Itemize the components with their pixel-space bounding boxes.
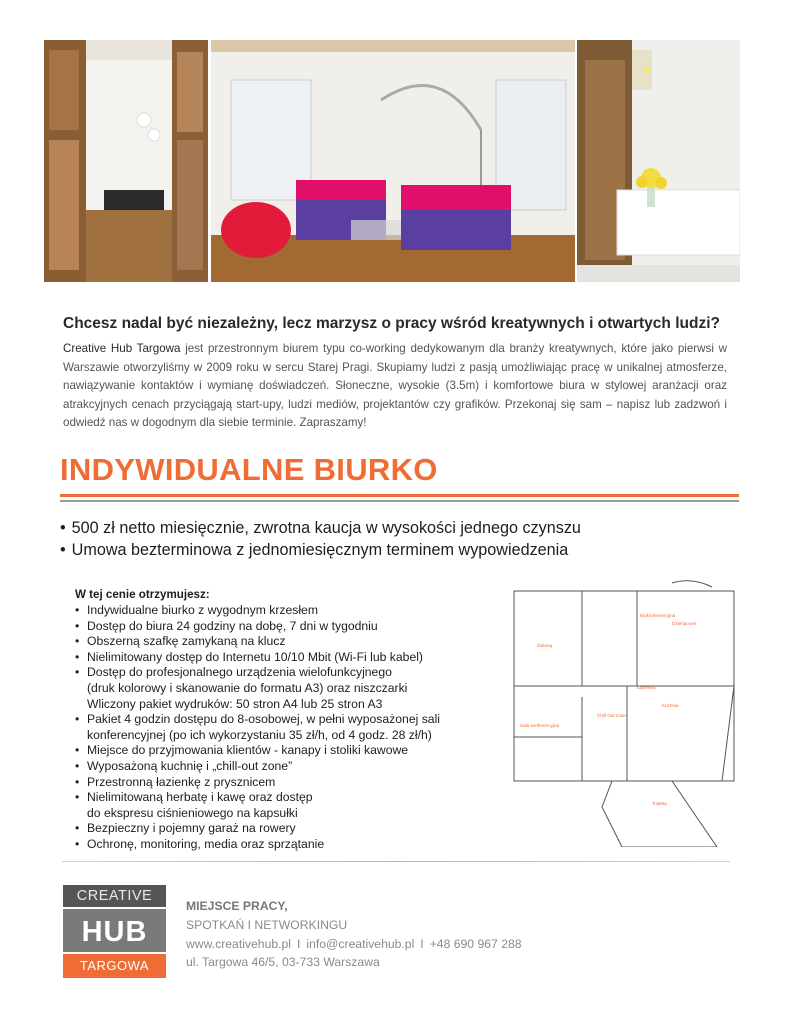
plan-label: Sala konferencyjna xyxy=(520,723,560,728)
list-item: • Ochronę, monitoring, media oraz sprzątanie xyxy=(75,837,485,853)
list-item: • Indywidualne biurko z wygodnym krzesłem xyxy=(75,603,485,619)
divider-orange xyxy=(60,494,739,497)
footer-divider xyxy=(62,861,730,862)
list-item: • Dostęp do biura 24 godziny na dobę, 7 dni w tygodniu xyxy=(75,619,485,635)
list-item: • Przestronną łazienkę z prysznicem xyxy=(75,775,485,791)
logo-targowa: TARGOWA xyxy=(63,954,166,978)
intro-body: jest przestronnym biurem typu co-working dedykowanym dla branży kreatywnych, które jako pierwsi w Warszawie otworzyliśmy w 2009 roku w sercu Starej Pragi. Skupiamy ludzi z pasją umożliwiając pracę w unikalnej atmosferze, nawiązywanie kontaktów i wymianę doświadczeń. Słoneczne, wysokie (3.5m) i komfortowe biura w stylowej aranżacji oraz atrakcyjnych cenach przyciągają start-upy, ludzi mediów, projektantów czy grafików. Przekonaj się sam – napisz lub zadzwoń i odwiedź nas w dogodnym dla siebie terminie. Zapraszamy! xyxy=(63,342,727,429)
intro-headline: Chcesz nadal być niezależny, lecz marzysz o pracy wśród kreatywnych i otwartych ludzi? xyxy=(63,315,720,332)
lounge-red-sofas-photo xyxy=(211,40,575,282)
intro-paragraph xyxy=(63,340,727,433)
list-item: • Bezpieczny i pojemny garaż na rowery xyxy=(75,821,485,837)
plan-label: Chill Out zone xyxy=(597,713,626,718)
contract-bullet: • Umowa bezterminowa z jednomiesięcznym terminem wypowiedzenia xyxy=(60,539,581,561)
plan-label: Biokonferencyjna xyxy=(640,613,676,618)
divider-gray xyxy=(60,500,739,502)
list-item: • Miejsce do przyjmowania klientów - kanapy i stoliki kawowe xyxy=(75,743,485,759)
price-bullets xyxy=(60,517,581,561)
footer-title: MIEJSCE PRACY, xyxy=(186,899,288,913)
list-item: • Nielimitowany dostęp do Internetu 10/10 Mbit (Wi-Fi lub kabel) xyxy=(75,650,485,666)
kitchen-table-photo xyxy=(577,40,740,282)
logo-creative: CREATIVE xyxy=(63,885,166,907)
section-title: INDYWIDUALNE BIURKO xyxy=(60,452,438,487)
phone-link[interactable]: +48 690 967 288 xyxy=(429,936,522,951)
floor-plan xyxy=(512,577,740,847)
list-item: • Nielimitowaną herbatę i kawę oraz dostęp do ekspresu ciśnieniowego na kapsułki xyxy=(75,790,485,821)
office-door-photo xyxy=(44,40,208,282)
address: ul. Targowa 46/5, 03-733 Warszawa xyxy=(186,955,380,970)
plan-label: Dzieńpocek xyxy=(672,621,697,626)
plan-label: Zieloną xyxy=(537,643,553,648)
separator: I xyxy=(420,936,424,951)
brand-name: Creative Hub Targowa xyxy=(63,342,181,355)
footer-contact xyxy=(186,897,522,972)
plan-label: Łazienka xyxy=(637,685,656,690)
separator: I xyxy=(297,936,301,951)
price-bullet: • 500 zł netto miesięcznie, zwrotna kaucja w wysokości jednego czynszu xyxy=(60,517,581,539)
website-link[interactable]: www.creativehub.pl xyxy=(186,936,291,951)
list-item: • Pakiet 4 godzin dostępu do 8-osobowej, w pełni wyposażonej sali konferencyjnej (po ich wykorzystaniu 35 zł/h, od 4 godz. 28 zł/h) xyxy=(75,712,485,743)
email-link[interactable]: info@creativehub.pl xyxy=(306,936,415,951)
included-list xyxy=(75,603,485,853)
plan-label: Toaleta xyxy=(652,801,667,806)
list-item: • Obszerną szafkę zamykaną na klucz xyxy=(75,634,485,650)
included-title: W tej cenie otrzymujesz: xyxy=(75,588,210,601)
logo-hub: HUB xyxy=(63,907,166,954)
footer-subtitle: SPOTKAŃ I NETWORKINGU xyxy=(186,917,348,932)
plan-label: Kuchnia xyxy=(662,703,679,708)
footer-contact-line xyxy=(186,935,522,954)
creative-hub-logo xyxy=(63,885,166,980)
list-item: • Dostęp do profesjonalnego urządzenia wielofunkcyjnego (druk kolorowy i skanowanie do formatu A3) oraz niszczarki Wliczony pakiet wydruków: 50 stron A4 lub 25 stron A3 xyxy=(75,665,485,712)
list-item: • Wyposażoną kuchnię i „chill-out zone” xyxy=(75,759,485,775)
